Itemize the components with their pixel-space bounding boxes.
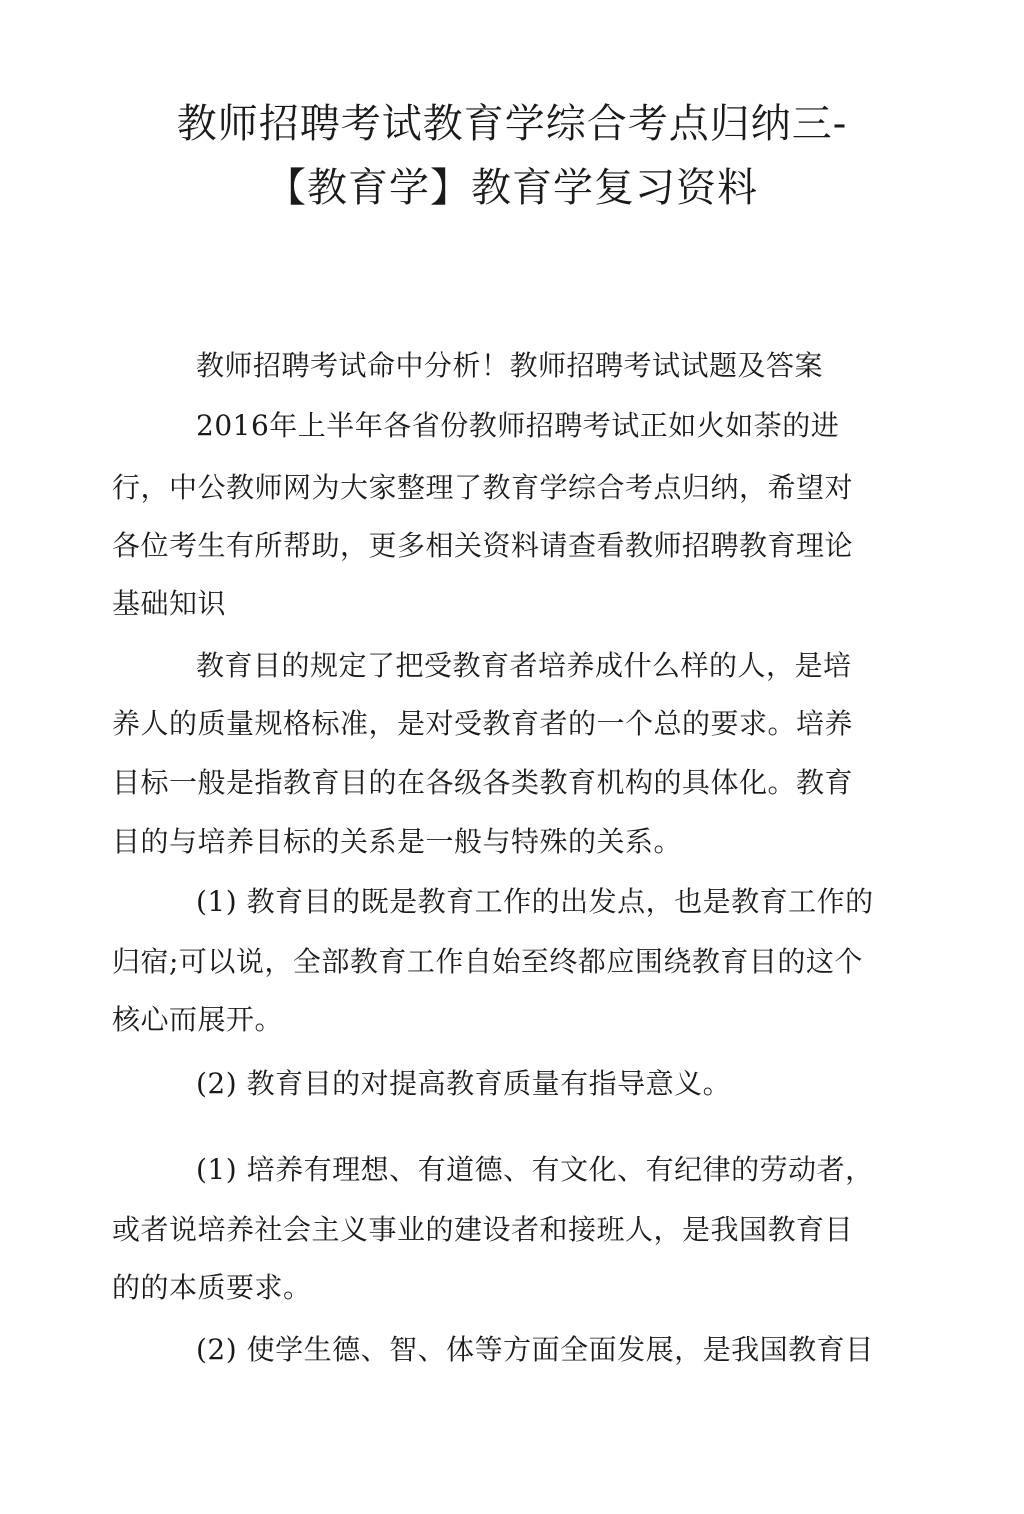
document-title	[100, 92, 924, 220]
paragraph-line: 归宿;可以说，全部教育工作自始至终都应围绕教育目的这个	[112, 945, 863, 978]
list-item-line: (1) 培养有理想、有道德、有文化、有纪律的劳动者，	[196, 1153, 874, 1186]
paragraph-line: 的的本质要求。	[112, 1271, 312, 1304]
paragraph-line: 教育目的规定了把受教育者培养成什么样的人，是培	[196, 649, 852, 682]
paragraph-line: 基础知识	[112, 587, 227, 620]
list-item-line: (2) 教育目的对提高教育质量有指导意义。	[196, 1067, 732, 1100]
list-item-line: (1) 教育目的既是教育工作的出发点，也是教育工作的	[196, 885, 874, 918]
paragraph-line: 2016年上半年各省份教师招聘考试正如火如荼的进	[196, 409, 840, 442]
list-item-line: (2) 使学生德、智、体等方面全面发展，是我国教育目	[196, 1333, 874, 1366]
paragraph-line: 各位考生有所帮助，更多相关资料请查看教师招聘教育理论	[112, 529, 854, 562]
paragraph-line: 目的与培养目标的关系是一般与特殊的关系。	[112, 825, 683, 858]
paragraph-line: 养人的质量规格标准，是对受教育者的一个总的要求。培养	[112, 707, 854, 740]
paragraph-line: 核心而展开。	[112, 1003, 284, 1036]
title-line-1: 教师招聘考试教育学综合考点归纳三-	[176, 101, 848, 147]
title-line-2: 【教育学】教育学复习资料	[266, 165, 758, 211]
intro-heading: 教师招聘考试命中分析！教师招聘考试试题及答案	[196, 349, 824, 382]
paragraph-line: 行，中公教师网为大家整理了教育学综合考点归纳，希望对	[112, 471, 854, 504]
paragraph-line: 或者说培养社会主义事业的建设者和接班人，是我国教育目	[112, 1213, 854, 1246]
paragraph-line: 目标一般是指教育目的在各级各类教育机构的具体化。教育	[112, 766, 854, 799]
